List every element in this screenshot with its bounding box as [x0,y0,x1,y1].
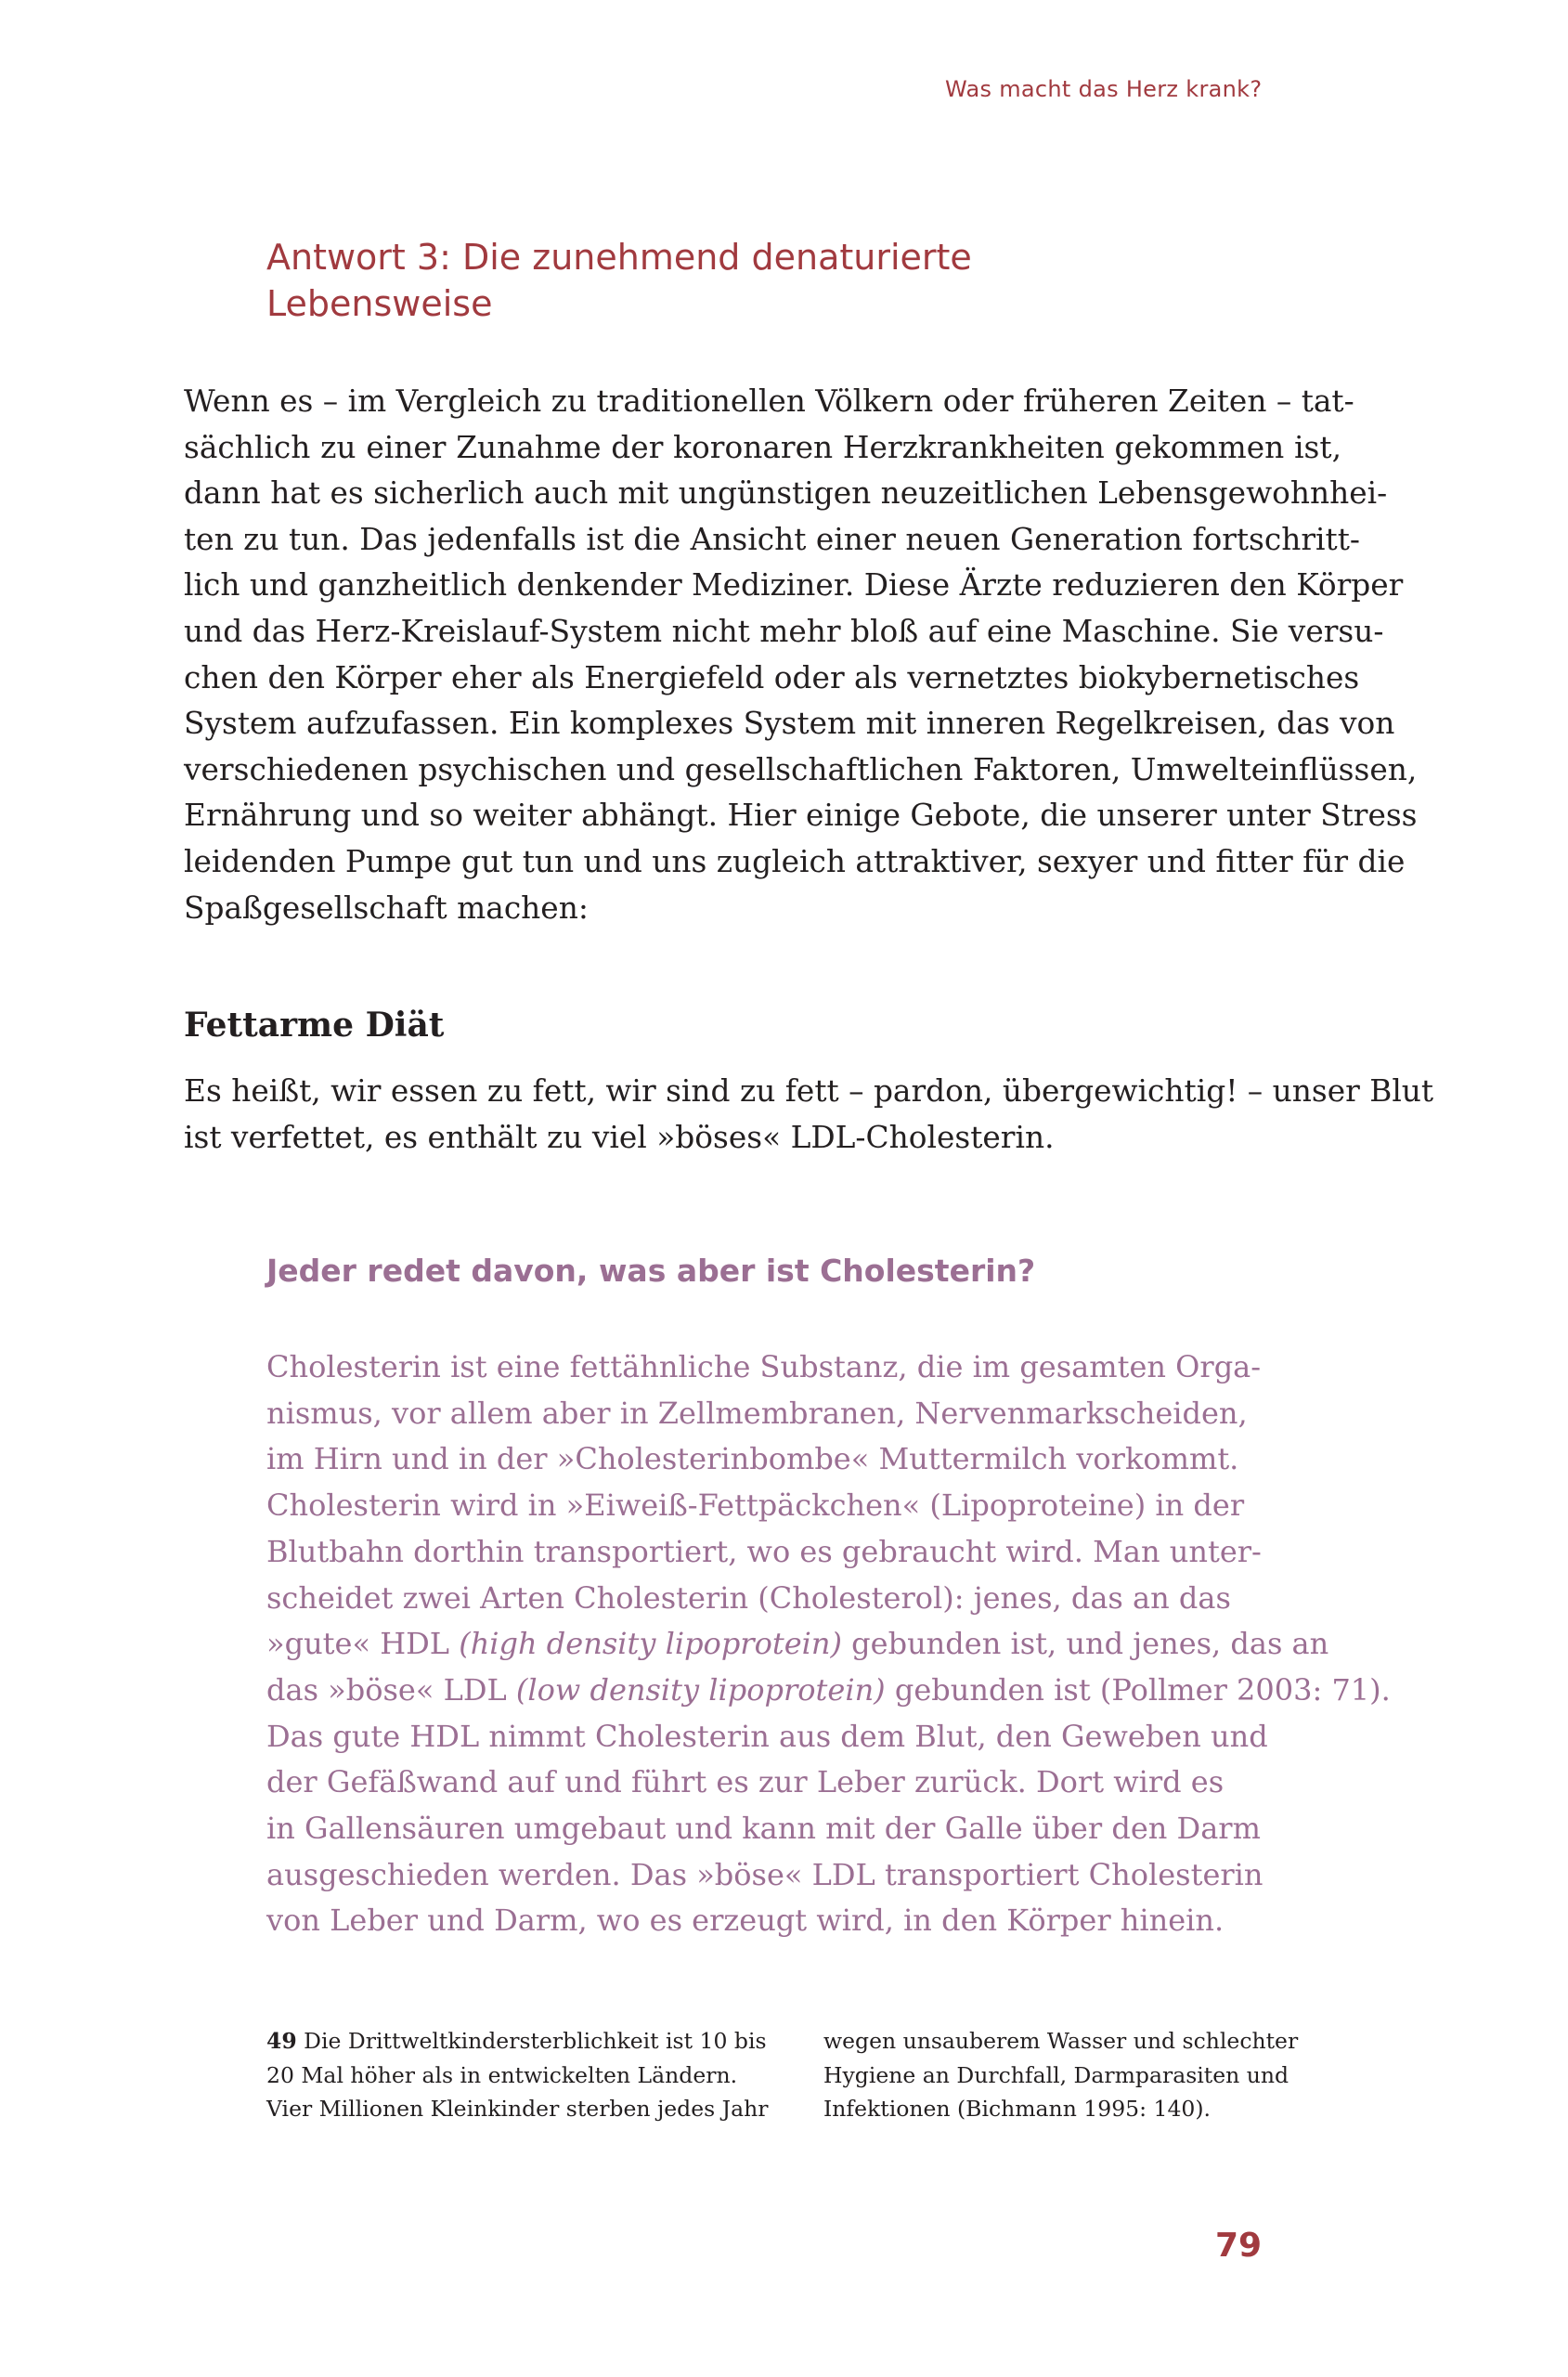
text-line [266,1621,1329,1668]
text-line: und das Herz-Kreislauf-System nicht mehr bloß auf eine Maschine. Sie versu- [184,613,1384,649]
section-title: Fettarme Diät [184,1006,445,1045]
running-head: Was macht das Herz krank? [945,76,1263,102]
section-paragraph [184,1069,1434,1161]
text-line: Cholesterin ist eine fettähnliche Substanz, die im gesamten Orga- [266,1349,1262,1384]
text-line [266,1668,1391,1714]
text-run: gebunden ist (Pollmer 2003: 71). [885,1671,1391,1708]
chapter-heading-line: Lebensweise [266,283,493,324]
page-number: 79 [1215,2227,1263,2265]
text-line: chen den Körper eher als Energiefeld oder als vernetztes biokybernetisches [184,659,1360,695]
info-box-text [266,1344,1391,1944]
text-run: das »böse« LDL [266,1671,516,1708]
italic-term: (low density lipoprotein) [515,1671,886,1708]
text-line: von Leber und Darm, wo es erzeugt wird, in den Körper hinein. [266,1903,1225,1939]
text-line: Spaßgesellschaft machen: [184,890,589,926]
text-line: in Gallensäuren umgebaut und kann mit der Galle über den Darm [266,1811,1261,1847]
text-line: Wenn es – im Vergleich zu traditionellen Völkern oder früheren Zeiten – tat- [184,383,1354,419]
text-line: ten zu tun. Das jedenfalls ist die Ansicht einer neuen Generation fortschritt- [184,521,1360,557]
text-line: 20 Mal höher als in entwickelten Ländern. [266,2061,738,2088]
chapter-heading-line: Antwort 3: Die zunehmend denaturierte [266,237,972,278]
text-line: leidenden Pumpe gut tun und uns zugleich attraktiver, sexyer und fitter für die [184,843,1406,879]
text-line: dann hat es sicherlich auch mit ungünstigen neuzeitlichen Lebensgewohnhei- [184,475,1388,512]
text-line: nismus, vor allem aber in Zellmembranen, Nervenmarkscheiden, [266,1395,1248,1431]
text-line: Das gute HDL nimmt Cholesterin aus dem Blut, den Geweben und [266,1718,1268,1754]
text-line [266,2024,767,2059]
text-line: Cholesterin wird in »Eiweiß-Fettpäckchen« (Lipoproteine) in der [266,1487,1245,1524]
text-line: im Hirn und in der »Cholesterinbombe« Muttermilch vorkommt. [266,1441,1239,1477]
text-line: Ernährung und so weiter abhängt. Hier einige Gebote, die unserer unter Stress [184,798,1418,834]
footnote-left-column [266,2024,769,2126]
body-paragraph [184,379,1418,931]
italic-term: (high density lipoprotein) [459,1626,842,1662]
text-run: »gute« HDL [266,1626,460,1662]
text-run: gebunden ist, und jenes, das an [841,1626,1329,1662]
footnote-number: 49 [266,2028,297,2054]
text-line: der Gefäßwand auf und führt es zur Leber zurück. Dort wird es [266,1764,1225,1800]
text-line: wegen unsauberem Wasser und schlechter [823,2028,1299,2054]
text-line: Vier Millionen Kleinkinder sterben jedes Jahr [266,2096,769,2122]
text-line: lich und ganzheitlich denkender Mediziner. Diese Ärzte reduzieren den Körper [184,567,1404,604]
footnote-right-column [823,2024,1306,2126]
info-box-title: Jeder redet davon, was aber ist Cholesterin? [266,1253,1036,1289]
text-line: Infektionen (Bichmann 1995: 140). [823,2096,1211,2122]
chapter-heading [266,234,1102,327]
text-line: Es heißt, wir essen zu fett, wir sind zu fett – pardon, übergewichtig! – unser Blut [184,1073,1434,1109]
text-line: scheidet zwei Arten Cholesterin (Cholesterol): jenes, das an das [266,1579,1231,1616]
text-line: System aufzufassen. Ein komplexes System mit inneren Regelkreisen, das von [184,706,1395,742]
text-line: Blutbahn dorthin transportiert, wo es gebraucht wird. Man unter- [266,1533,1262,1569]
text-line: verschiedenen psychischen und gesellschaftlichen Faktoren, Umwelteinflüssen, [184,751,1418,787]
text-run: Die Drittweltkindersterblichkeit ist 10 bis [296,2028,767,2054]
text-line: sächlich zu einer Zunahme der koronaren Herzkrankheiten gekommen ist, [184,429,1341,465]
text-line: ausgeschieden werden. Das »böse« LDL transportiert Cholesterin [266,1856,1263,1892]
text-line: ist verfettet, es enthält zu viel »böses« LDL-Cholesterin. [184,1119,1055,1155]
text-line: Hygiene an Durchfall, Darmparasiten und [823,2061,1289,2088]
